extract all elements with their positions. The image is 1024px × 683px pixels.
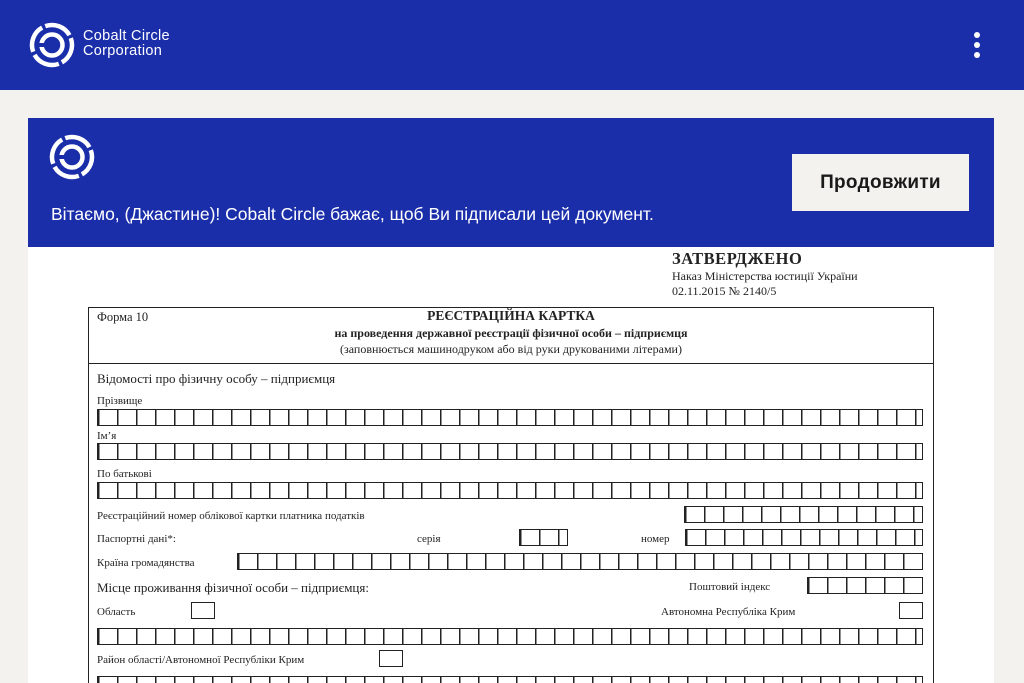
label-citizenship: Країна громадянства (97, 557, 195, 569)
district-name-cells[interactable] (97, 676, 923, 683)
district-checkbox[interactable] (379, 650, 403, 667)
registration-form (88, 307, 934, 683)
passport-series-cells[interactable] (519, 529, 568, 546)
welcome-message: Вітаємо, (Джастине)! Cobalt Circle бажає, щоб Ви підписали цей документ. (51, 204, 654, 224)
cobalt-circle-logo-icon (48, 133, 96, 181)
continue-button[interactable]: Продовжити (792, 154, 969, 211)
patronymic-cells[interactable] (97, 482, 923, 499)
label-region: Область (97, 606, 136, 618)
document-page (28, 247, 994, 683)
form-number: Форма 10 (97, 310, 149, 324)
name-cells[interactable] (97, 443, 923, 460)
label-tax-id: Реєстраційний номер облікової картки платника податків (97, 510, 365, 522)
section-person: Відомості про фізичну особу – підприємця (97, 371, 336, 386)
form-note: (заповнюється машинодруком або від руки друкованими літерами) (340, 342, 682, 356)
postal-code-cells[interactable] (807, 577, 923, 594)
label-postal-code: Поштовий індекс (689, 581, 771, 593)
label-name: Ім’я (97, 430, 117, 442)
label-series: серія (417, 533, 441, 545)
brand-name (83, 29, 170, 59)
section-residence: Місце проживання фізичної особи – підприємця: (97, 580, 369, 595)
kebab-menu-icon[interactable] (962, 28, 992, 62)
region-checkbox[interactable] (191, 602, 215, 619)
form-subtitle: на проведення державної реєстрації фізичної особи – підприємця (334, 326, 688, 340)
label-passport: Паспортні дані*: (97, 533, 176, 545)
label-district: Район області/Автономної Республіки Крим (97, 654, 305, 666)
brand-name-line1: Cobalt Circle (83, 28, 170, 44)
document-viewer[interactable] (28, 118, 994, 683)
label-crimea: Автономна Республіка Крим (661, 606, 796, 618)
form-title: РЕЄСТРАЦІЙНА КАРТКА (427, 308, 595, 323)
approval-stamp (672, 250, 858, 299)
top-bar (0, 0, 1024, 90)
label-number: номер (641, 533, 670, 545)
label-surname: Прізвище (97, 395, 143, 407)
tax-id-cells[interactable] (684, 506, 923, 523)
crimea-checkbox[interactable] (899, 602, 923, 619)
form-header (89, 308, 933, 364)
label-patronymic: По батькові (97, 468, 152, 480)
brand-name-line2: Corporation (83, 43, 163, 59)
surname-cells[interactable] (97, 409, 923, 426)
region-name-cells[interactable] (97, 628, 923, 645)
approved-heading: ЗАТВЕРДЖЕНО (672, 249, 803, 268)
approved-order: Наказ Міністерства юстиції України (672, 269, 858, 283)
citizenship-cells[interactable] (237, 553, 923, 570)
signing-banner (28, 118, 994, 247)
passport-number-cells[interactable] (685, 529, 923, 546)
approved-date: 02.11.2015 № 2140/5 (672, 284, 777, 298)
cobalt-circle-logo-icon (28, 21, 76, 69)
